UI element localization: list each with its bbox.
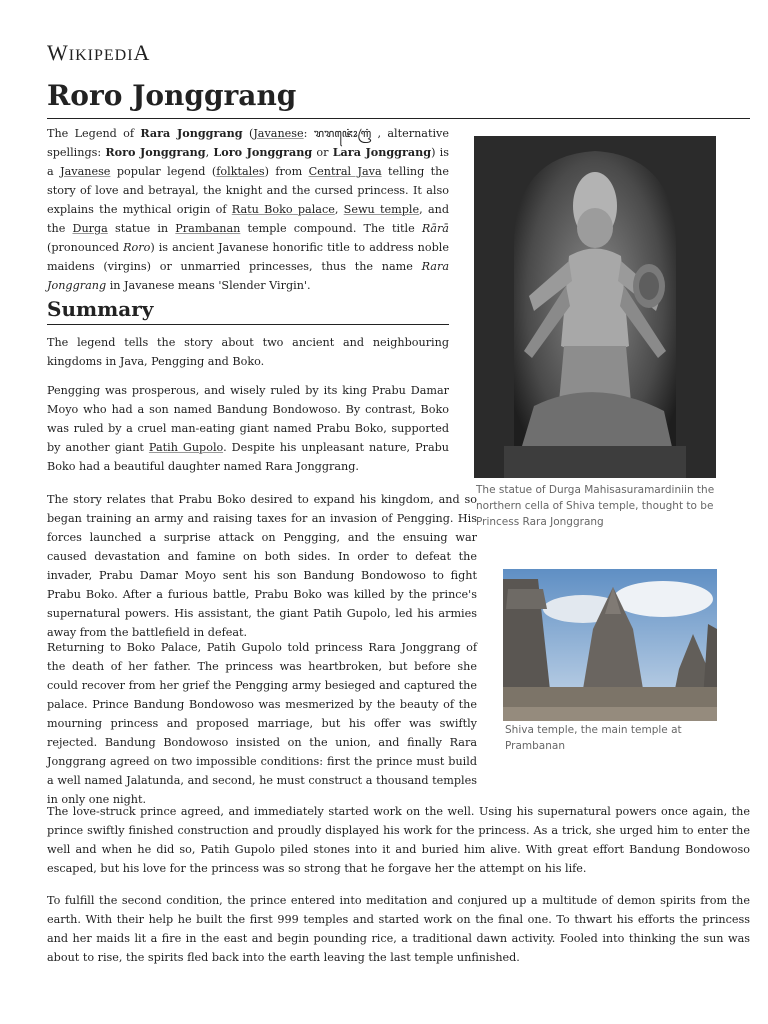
summary-paragraph-1: The legend tells the story about two ancient and neighbouring kingdoms in Java, Pengging and Boko. <box>47 336 449 368</box>
page-title: Roro Jonggrang <box>47 78 750 119</box>
logo-letters: IKIPEDI <box>68 47 134 64</box>
durga-statue-image[interactable] <box>474 136 716 478</box>
summary-paragraph-3: The story relates that Prabu Boko desired to expand his kingdom, and so began training an army and raising taxes for an invasion of Pengging. His forces launched a surprise attack on Pengging, and the ensuing war caused devastation and famine on both sides. In order to defeat the invader, Prabu Damar Moyo sent his son Bandung Bondowoso to fight Prabu Boko. After a furious battle, Prabu Boko was killed by the prince's supernatural powers. His assistant, the giant Patih Gupolo, led his armies away from the battlefield in defeat. <box>47 493 477 639</box>
link-folktales[interactable]: folktales <box>216 165 265 178</box>
summary-paragraph-2: Pengging was prosperous, and wisely ruled by its king Prabu Damar Moyo who had a son named Bandung Bondowoso. By contrast, Boko was ruled by a cruel man-eating giant named Prabu Boko, supported by another giant Patih Gupolo. Despite his unpleasant nature, Prabu Boko had a beautiful daughter named Rara Jonggrang. <box>47 384 449 473</box>
summary-paragraph-6: To fulfill the second condition, the prince entered into meditation and conjured up a multitude of demon spirits from the earth. With their help he built the first 999 temples and started work on the final one. To thwart his efforts the princess and her maids lit a fire in the east and begin pounding rice, a traditional dawn activity. Fooled into thinking the sun was about to rise, the spirits fled back into the earth leaving the last temple unfinished. <box>47 894 750 964</box>
link-prambanan[interactable]: Prambanan <box>175 222 241 235</box>
link-javanese[interactable]: Javanese <box>253 127 304 140</box>
wikipedia-logo[interactable] <box>47 40 150 66</box>
link-ratu-boko[interactable]: Ratu Boko palace <box>231 203 335 216</box>
section-heading-summary: Summary <box>47 296 449 325</box>
link-central-java[interactable]: Central Java <box>308 165 382 178</box>
logo-letter: W <box>47 40 69 65</box>
logo-letter: A <box>133 40 151 65</box>
durga-figure-caption: The statue of Durga Mahisasuramardiniin the northern cella of Shiva temple, thought to be Princess Rara Jonggrang <box>476 484 715 528</box>
link-javanese-people[interactable]: Javanese <box>60 165 111 178</box>
link-durga[interactable]: Durga <box>72 222 108 235</box>
link-sewu-temple[interactable]: Sewu temple <box>343 203 420 216</box>
shiva-temple-image[interactable] <box>503 569 717 721</box>
intro-paragraph: The Legend of Rara Jonggrang (Javanese: ꦫꦫꦗꦺꦴꦁꦒꦿꦁ , alternative spellings: Roro Jonggrang, Loro Jonggrang or Lara Jonggrang) is a Javanese popular legend (folktales) from Central Java telling the story of love and betrayal, the knight and the cursed princess. It also explains the mythical origin of Ratu Boko palace, Sewu temple, and the Durga statue in Prambanan temple compound. The title Rārā (pronounced Roro) is ancient Javanese honorific title to address noble maidens (virgins) or unmarried princesses, thus the name Rara Jonggrang in Javanese means 'Slender Virgin'. <box>47 126 449 292</box>
link-patih-gupolo[interactable]: Patih Gupolo <box>148 441 224 454</box>
summary-paragraph-4: Returning to Boko Palace, Patih Gupolo told princess Rara Jonggrang of the death of her father. The princess was heartbroken, but before she could recover from her grief the Pengging army besieged and captured the palace. Prince Bandung Bondowoso was mesmerized by the beauty of the mourning princess and proposed marriage, but his offer was swiftly rejected. Bandung Bondowoso insisted on the union, and finally Rara Jonggrang agreed on two impossible conditions: first the prince must build a well named Jalatunda, and second, he must construct a thousand temples in only one night. <box>47 641 477 806</box>
summary-paragraph-5: The love-struck prince agreed, and immediately started work on the well. Using his supernatural powers once again, the prince swiftly finished construction and proudly displayed his work for the princess. As a trick, she urged him to enter the well and when he did so, Patih Gupolo piled stones into it and buried him alive. With great effort Bandung Bondowoso escaped, but his love for the princess was so strong that he forgave her the attempt on his life. <box>47 805 750 875</box>
shiva-figure-caption: Shiva temple, the main temple at Prambanan <box>505 724 682 752</box>
